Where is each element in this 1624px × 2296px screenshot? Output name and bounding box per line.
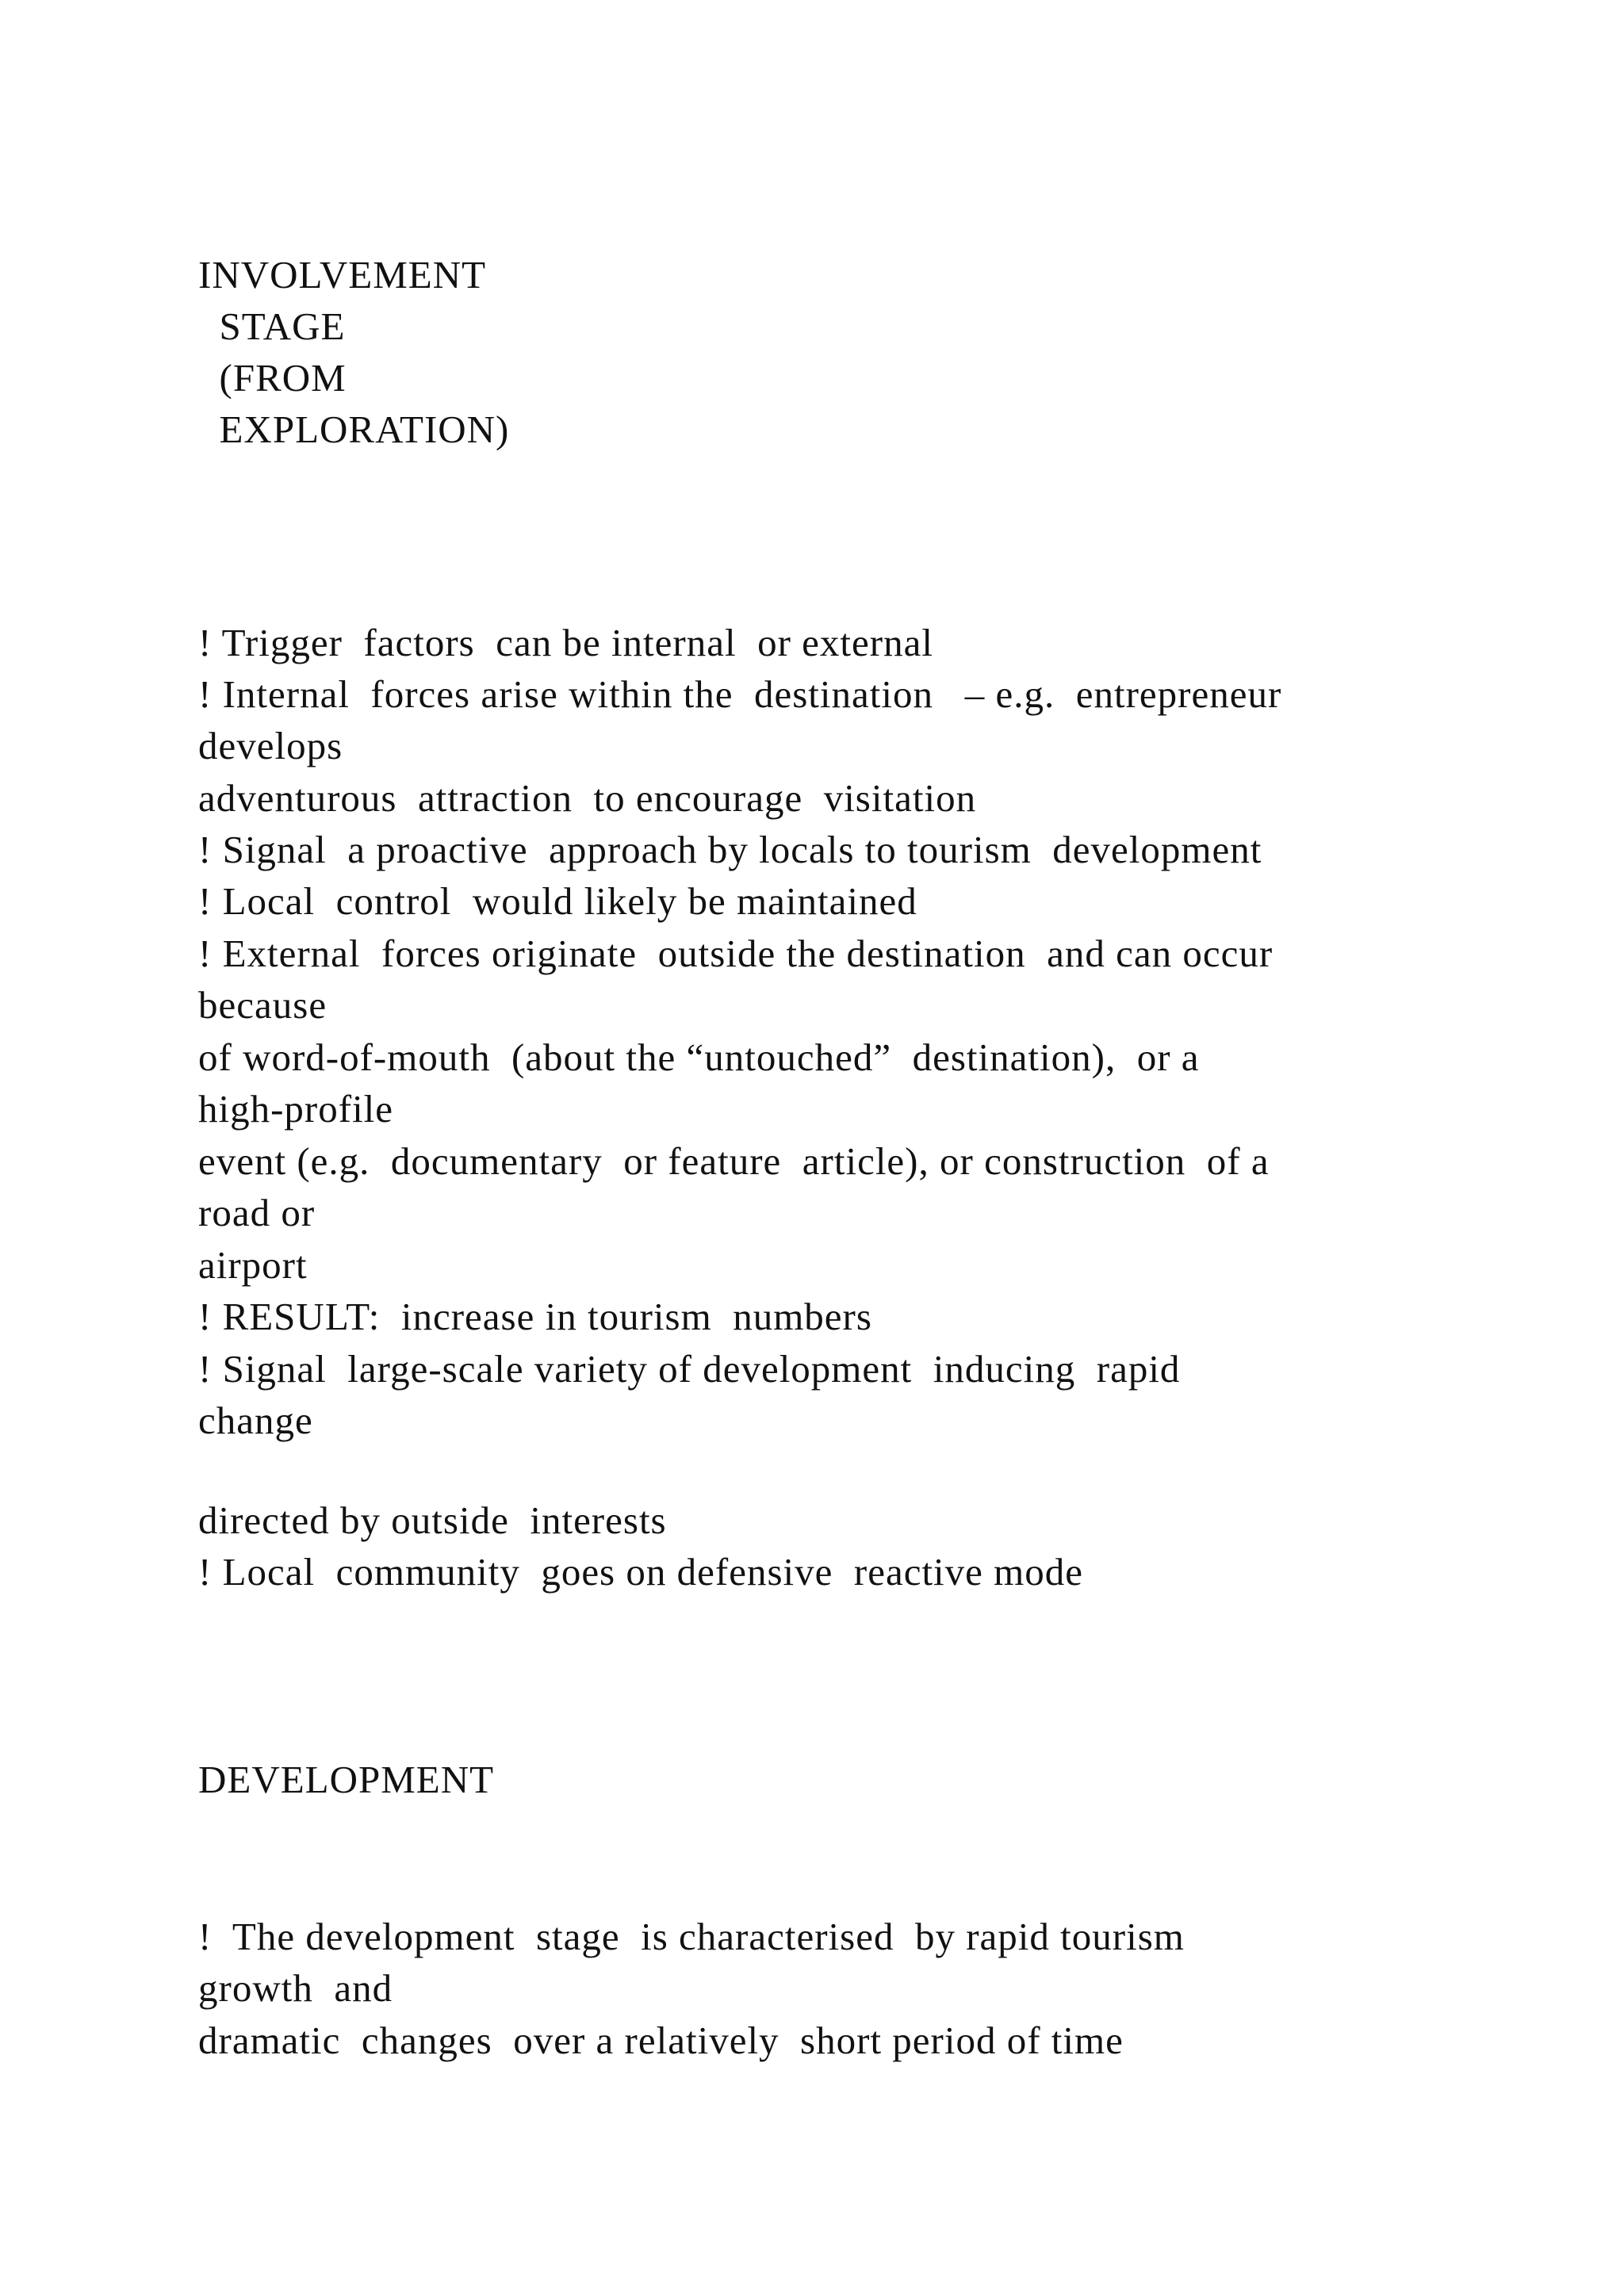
text-line: change [198, 1399, 313, 1442]
text-line: ! Trigger factors can be internal or external [198, 621, 933, 664]
section-heading-involvement: INVOLVEMENT [198, 253, 487, 297]
text-line: road or [198, 1191, 316, 1234]
text-line: of word-of-mouth (about the “untouched” destination), or a [198, 1035, 1200, 1079]
text-line: adventurous attraction to encourage visitation [198, 776, 977, 820]
text-line: airport [198, 1243, 308, 1287]
text-line: event (e.g. documentary or feature article), or construction of a [198, 1139, 1270, 1183]
text-line: high-profile [198, 1087, 394, 1131]
text-line: because [198, 983, 327, 1027]
text-line: ! Signal a proactive approach by locals to tourism development [198, 828, 1262, 871]
text-line: growth and [198, 1966, 393, 2010]
text-line: ! Internal forces arise within the destination – e.g. entrepreneur [198, 672, 1282, 716]
text-line: dramatic changes over a relatively short period of time [198, 2019, 1124, 2062]
text-line: ! Local community goes on defensive reactive mode [198, 1550, 1084, 1594]
text-line: ! RESULT: increase in tourism numbers [198, 1295, 872, 1338]
section-heading-development: DEVELOPMENT [198, 1758, 495, 1801]
section-heading-line: (FROM [198, 356, 347, 400]
text-line: ! The development stage is characterised by rapid tourism [198, 1915, 1185, 1958]
section-heading-line: EXPLORATION) [198, 408, 510, 451]
text-line: directed by outside interests [198, 1498, 667, 1542]
text-line: ! Local control would likely be maintained [198, 879, 917, 923]
text-line: ! External forces originate outside the destination and can occur [198, 932, 1274, 975]
text-line: develops [198, 724, 343, 767]
section-heading-line: STAGE [198, 304, 346, 348]
text-line: ! Signal large-scale variety of development inducing rapid [198, 1347, 1181, 1391]
